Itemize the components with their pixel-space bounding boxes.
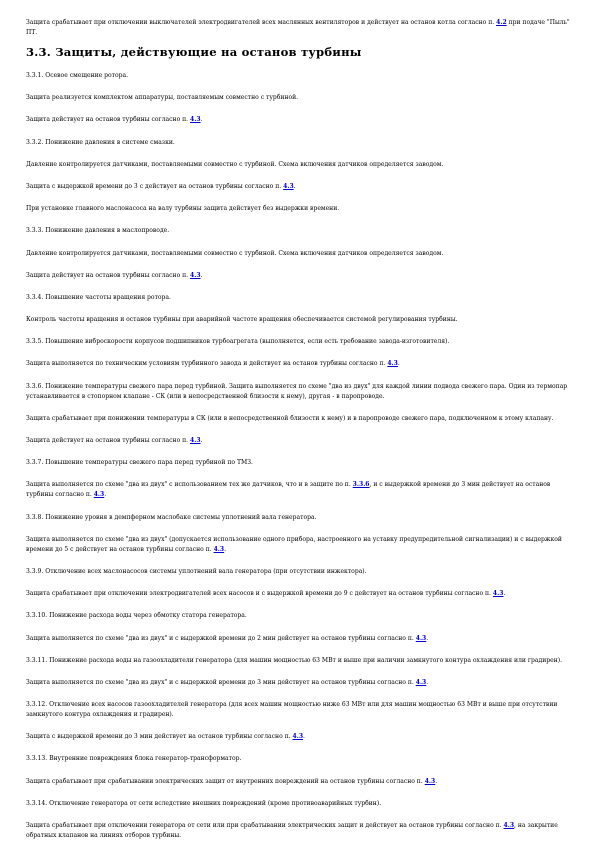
ref-link[interactable]: 4.3 [190,437,201,444]
ref-link[interactable]: 4.3 [424,777,436,785]
intro-text: Защита срабатывает при отключении выключателей электродвигателей всех маслянных вентиляторов и действует на останов котла согласно п. [26,19,497,26]
paragraph [26,293,574,303]
ref-link[interactable]: 4.3 [190,116,201,124]
paragraph [26,678,574,688]
paragraph [26,535,574,555]
paragraph-text: 3.3.2. Понижение давления в системе смазки. [26,138,175,146]
intro-after: при подаче "Пыль" ПТ. [26,19,570,36]
paragraph [26,359,574,369]
intro-paragraph [26,18,574,38]
paragraph-text: . [200,116,203,124]
paragraph-text: 3.3.12. Отключение всех насосов газоохладителей генератора (для всех машин мощностью ниже 63 МВт или для машин мощностью 63 МВт и выше при отсутствии замкнутого контура охлаждения и градирен). [26,701,558,719]
paragraph-text: Защита срабатывает при отключении электродвигателей всех насосов и с выдержкой времени до 9 с действует на останов турбины согласно п. [26,590,493,598]
ref-link[interactable]: 4.2 [496,19,507,26]
paragraph [26,382,574,402]
paragraph [26,93,574,103]
paragraph [26,567,574,577]
paragraph-text: 3.3.6. Понижение температуры свежего пара перед турбиной. Защита выполняется по схеме "два из двух" для каждой линии подвода свежего пара. Один из термопар устанавливается в стопорном клапане - СК (или в непосредственной близости к нему), другая - в паропроводе. [26,382,568,400]
paragraph [26,777,574,787]
paragraph-text: . [435,777,438,785]
paragraph [26,315,574,325]
ref-link[interactable]: 4.3 [492,590,504,598]
ref-link[interactable]: 4.3 [93,491,105,499]
paragraph-text: . [397,360,400,368]
paragraph-text: 3.3.11. Понижение расхода воды на газоохладители генератора (для машин мощностью 63 МВт и выше при наличии замкнутого контура охлаждения или градирен). [26,656,563,664]
paragraph [26,226,574,236]
paragraph [26,271,574,281]
paragraph-text: Контроль частоты вращения и останов турбины при аварийной частоте вращения обеспечивается системой регулирования турбины. [26,316,458,324]
paragraph [26,182,574,192]
paragraph [26,656,574,666]
paragraph [26,71,574,81]
paragraph-text: . [224,545,227,553]
paragraph-text: 3.3.8. Понижение уровня в демпферном маслобаке системы уплотнений вала генератора. [26,513,317,521]
ref-link[interactable]: 3.3.6 [352,481,370,489]
paragraph [26,458,574,468]
paragraph-text: Защита с выдержкой времени до 3 с действует на останов турбины согласно п. [26,182,284,190]
paragraph-text: Защита выполняется по схеме "два из двух" и с выдержкой времени до 2 мин действует на останов турбины согласно п. [26,634,416,642]
paragraph-text: . [426,678,429,686]
paragraph-text: Защита с выдержкой времени до 3 мин действует на останов турбины согласно п. [26,733,293,741]
paragraph-text: Защита срабатывает при отключении генератора от сети или при срабатывании электрических защит и действует на останов турбины согласно п. [26,822,504,829]
paragraph [26,799,574,809]
paragraph [26,821,574,841]
paragraph-text: 3.3.5. Повышение виброскорости корпусов подшипников турбоагрегата (выполняется, если есть требование завода-изготовителя). [26,338,450,346]
paragraph-text: Давление контролируется датчиками, поставляемыми совместно с турбиной. Схема включения датчиков определяется заводом. [26,249,444,257]
paragraph [26,138,574,148]
paragraph-text: 3.3.10. Понижение расхода воды через обмотку статора генератора. [26,612,247,620]
paragraph-text: Защита выполняется по схеме "два из двух" и с выдержкой времени до 3 мин действует на останов турбины согласно п. [26,678,416,686]
paragraph-text: Защита действует на останов турбины согласно п. [26,116,191,124]
paragraph-text: 3.3.1. Осевое смещение ротора. [26,72,129,79]
ref-link[interactable]: 4.3 [503,822,515,829]
paragraph-text: Защита срабатывает при срабатывании электрических защит от внутренних повреждений на останов турбины согласно п. [26,777,425,785]
paragraph-text: При установке главного маслонасоса на валу турбины защита действует без выдержки времени. [26,205,340,213]
paragraph-text: . [200,437,203,444]
paragraph [26,589,574,599]
paragraph-text: 3.3.13. Внутренние повреждения блока генератор-трансформатор. [26,755,242,763]
paragraph [26,732,574,742]
paragraph-list [26,71,574,841]
paragraph-text: 3.3.9. Отключение всех маслонасосов системы уплотнений вала генератора (при отсутствии инжектора). [26,567,367,575]
section-heading: 3.3. Защиты, действующие на останов турбины [26,45,362,59]
paragraph-text: , и с выдержкой времени до 3 мин действует на останов турбины согласно п. [26,481,551,499]
ref-link[interactable]: 4.3 [415,634,427,642]
ref-link[interactable]: 4.3 [292,733,304,741]
paragraph-text: . [426,634,429,642]
paragraph [26,634,574,644]
paragraph [26,160,574,170]
paragraph [26,513,574,523]
paragraph-text: 3.3.3. Понижение давления в маслопроводе. [26,227,170,235]
paragraph-text: Давление контролируется датчиками, поставляемыми совместно с турбиной. Схема включения датчиков определяется заводом. [26,160,444,168]
paragraph-text: Защита реализуется комплектом аппаратуры, поставляемым совместно с турбиной. [26,94,299,102]
ref-link[interactable]: 4.3 [190,271,201,279]
ref-link[interactable]: 4.3 [415,678,427,686]
paragraph-text: Защита выполняется по схеме "два из двух" (допускается использование одного прибора, настроенного на уставку предупредительной сигнализации) и с выдержкой времени до 5 с действует на останов турбины согласно п. [26,535,562,553]
paragraph-text: 3.3.7. Повышение температуры свежего пара перед турбиной по ТМЗ. [26,459,253,467]
paragraph-text: Защита действует на останов турбины согласно п. [26,437,191,444]
paragraph [26,414,574,424]
document-page [26,18,574,853]
paragraph [26,700,574,720]
paragraph-text: . [200,271,203,279]
paragraph [26,754,574,764]
ref-link[interactable]: 4.3 [213,545,225,553]
paragraph-text: . [503,590,506,598]
paragraph-text: . [293,182,296,190]
paragraph-text: Защита выполняется по техническим условиям турбинного завода и действует на останов турбины согласно п. [26,360,388,368]
ref-link[interactable]: 4.3 [387,360,398,368]
paragraph-text: Защита выполняется по схеме "два из двух" с использованием тех же датчиков, что и в защите по п. [26,481,353,489]
paragraph [26,480,574,500]
paragraph-text: 3.3.14. Отключение генератора от сети вследствие внешних повреждений (кроме противоаварийных турбин). [26,799,382,807]
paragraph-text: Защита срабатывает при понижении температуры в СК (или в непосредственной близости к нему) и в паропроводе свежего пара, подключенном к этому клапану. [26,414,554,422]
paragraph-text: . [104,491,107,499]
ref-link[interactable]: 4.3 [283,182,294,190]
paragraph-text: 3.3.4. Повышение частоты вращения ротора. [26,293,171,301]
paragraph [26,204,574,214]
paragraph [26,115,574,125]
paragraph-text: . [303,733,305,741]
paragraph [26,249,574,259]
paragraph [26,436,574,446]
paragraph-text: , на закрытие обратных клапанов на линиях отборов турбины. [26,822,558,839]
paragraph-text: Защита действует на останов турбины согласно п. [26,271,191,279]
paragraph [26,337,574,347]
paragraph [26,611,574,621]
